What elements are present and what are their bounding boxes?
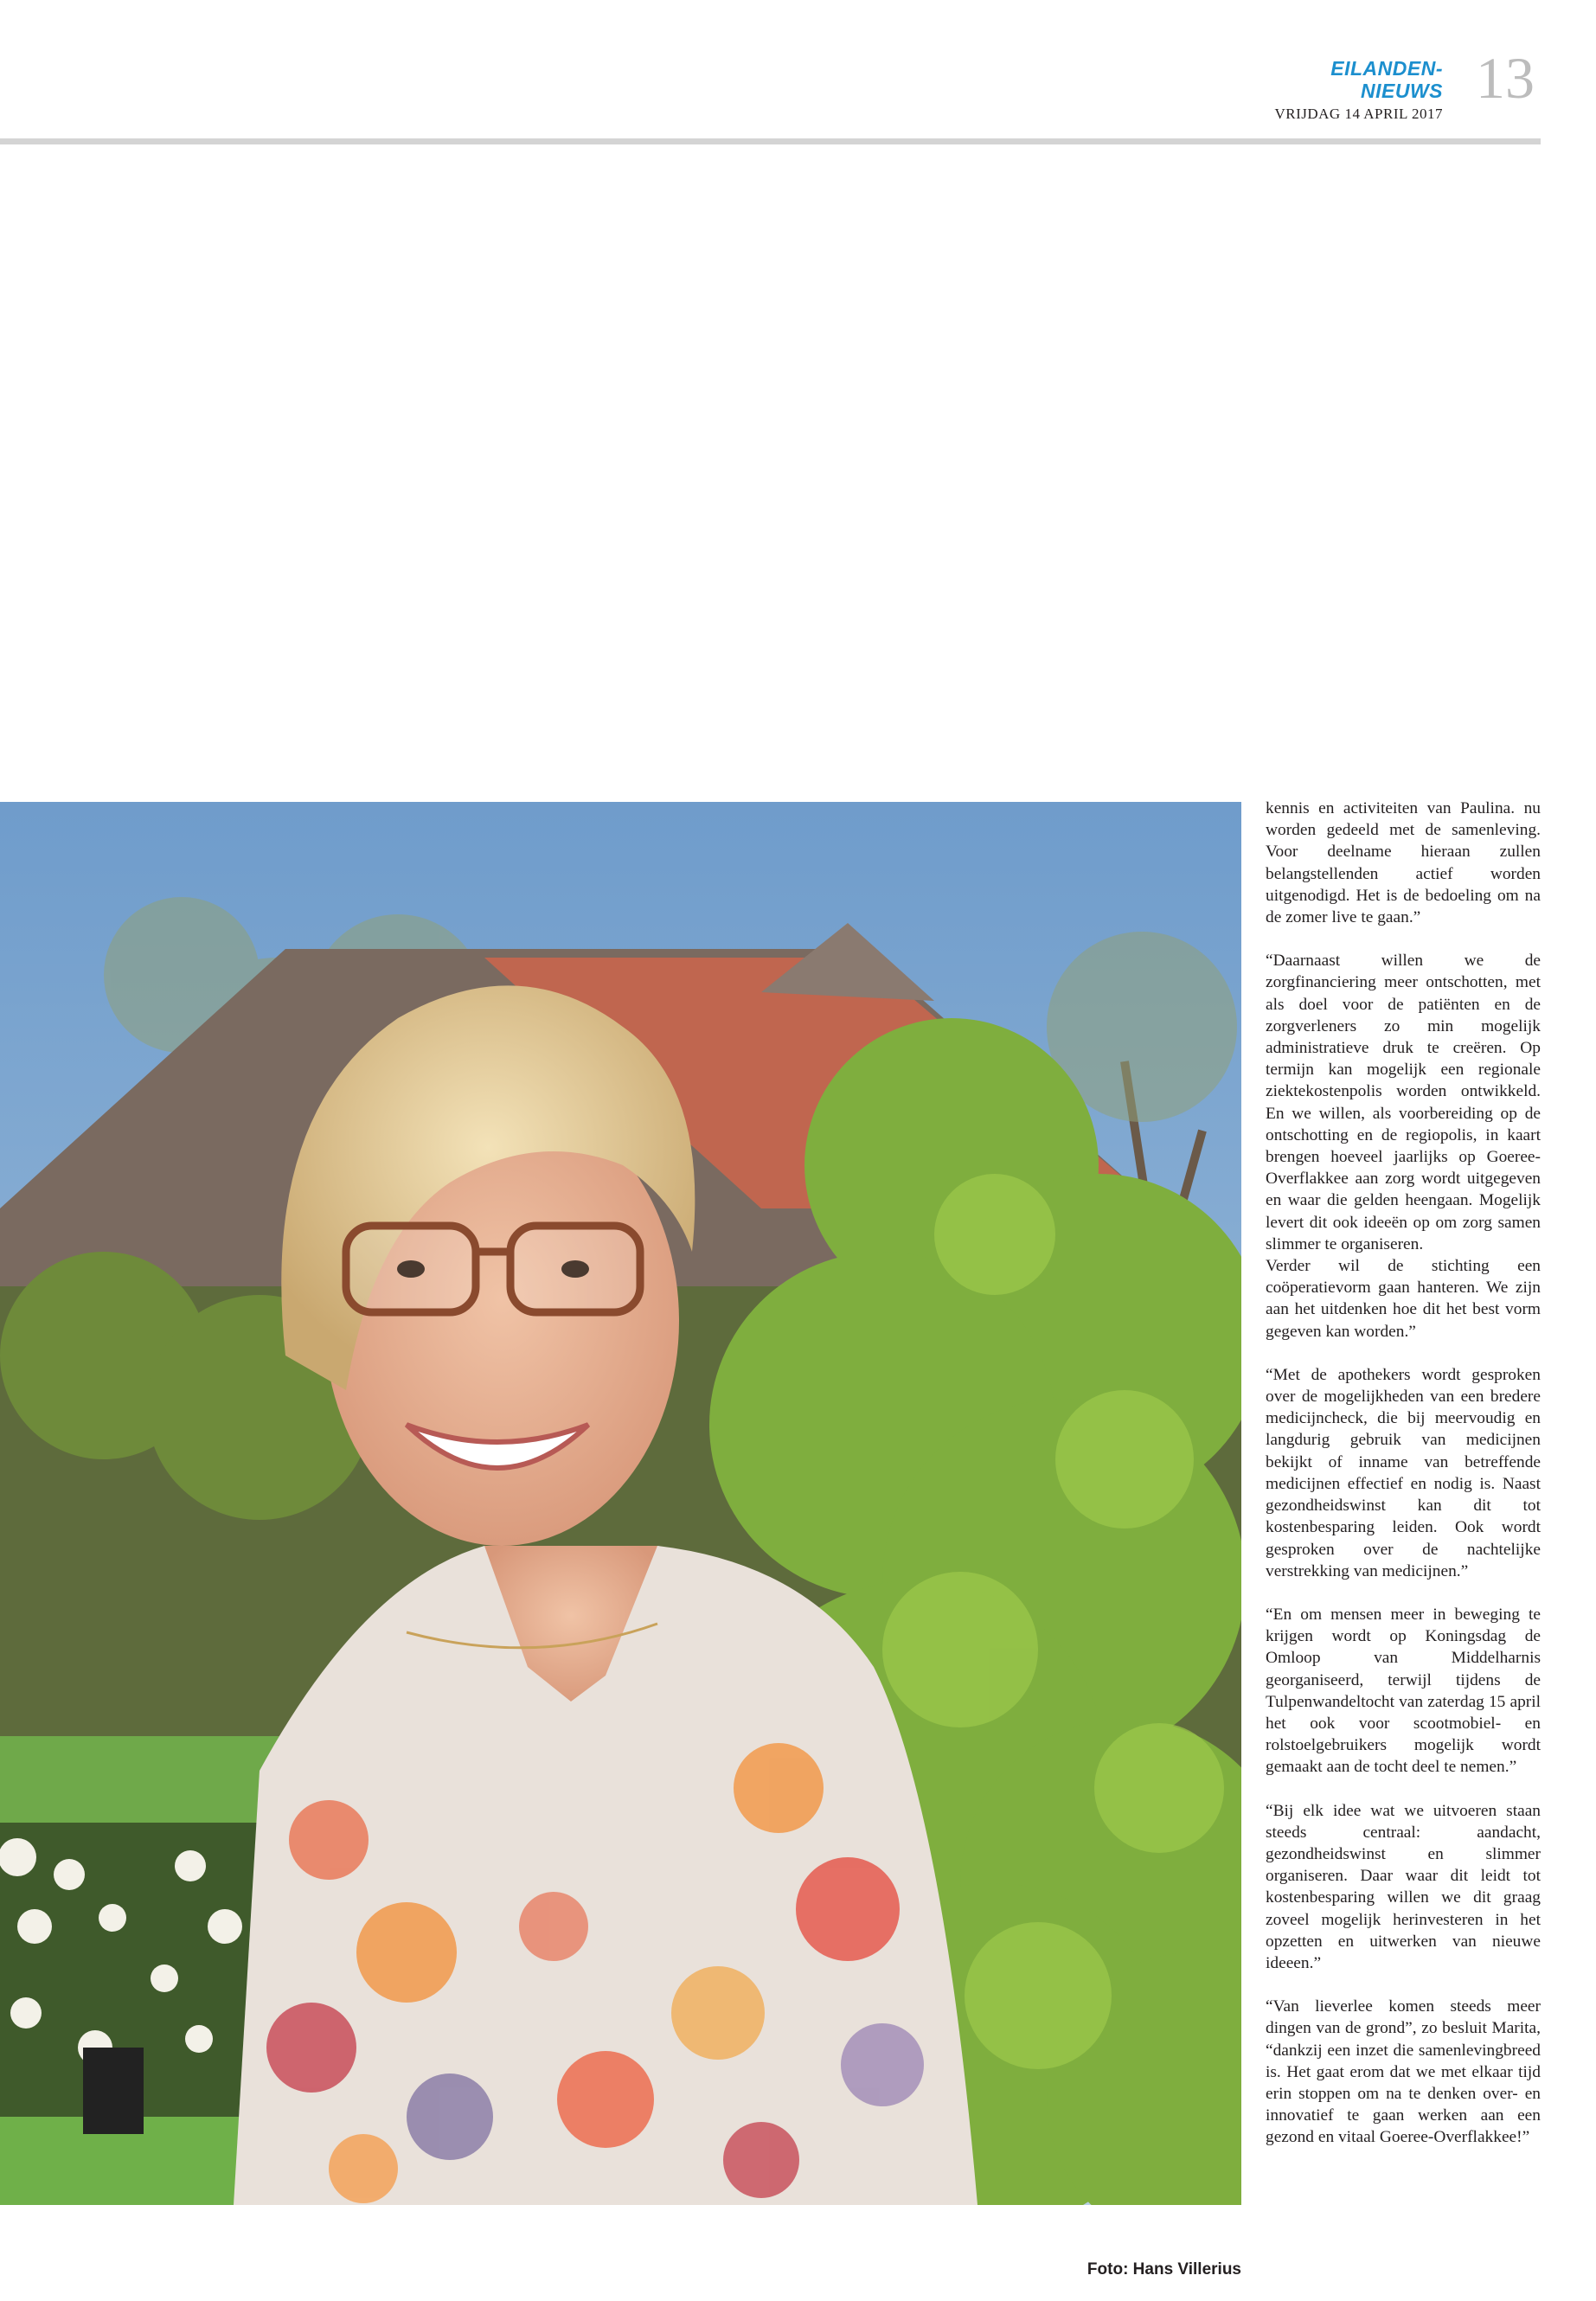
article-paragraph: “Daarnaast willen we de zorgfinanciering meer ontschotten, met als doel voor de patiënten en de zorgverleners zo min mogelijk administratieve druk te creëren. Op termijn kan mogelijk een regionale ziektekostenpolis worden ontwikkeld. En we willen, als voorbereiding op de ontschotting en de regiopolis, in kaart brengen hoeveel jaarlijks op Goeree-Overflakkee aan zorg wordt uitgegeven en waar die gelden heengaan. Mogelijk levert dit ook ideeën op om zorg samen slimmer te organiseren.: [1266, 952, 1541, 1253]
article-paragraph: “Bij elk idee wat we uitvoeren staan steeds centraal: aandacht, gezondheidswinst en slimmer organiseren. Daar waar dit leidt tot kostenbesparing willen we dit graag zoveel mogelijk herinvesteren in het opzetten en uitwerken van nieuwe ideeen.”: [1266, 1801, 1541, 1972]
article-column: [1266, 798, 1541, 2149]
photo-credit: Foto: Hans Villerius: [1086, 2260, 1241, 2279]
article-paragraph: “Van lieverlee komen steeds meer dingen van de grond”, zo besluit Marita, “dankzij een inzet die samenlevingbreed is. Het gaat erom dat we met elkaar tijd erin stoppen om na te denken over- en innovatief te gaan werken aan een gezond en vitaal Goeree-Overflakkee!”: [1266, 1997, 1541, 2147]
garden-lamp: [83, 2048, 144, 2134]
article-paragraph: Verder wil de stichting een coöperatievorm gaan hanteren. We zijn aan het uitdenken hoe dit het best vorm gegeven kan worden.”: [1266, 1257, 1541, 1341]
issue-date: VRIJDAG 14 APRIL 2017: [1274, 106, 1443, 122]
masthead: [1256, 57, 1443, 125]
article-paragraph: “Met de apothekers wordt gesproken over de mogelijkheden van een bredere medicijncheck, die bij meervoudig en langdurig gebruik van medicijnen bekijkt of inname van betreffende medicijnen effectief en nodig is. Naast gezondheidswinst kan dit tot kostenbesparing leiden. Ook wordt gesproken over de nachtelijke verstrekking van medicijnen.”: [1266, 1365, 1541, 1580]
portrait-illustration: [0, 802, 1241, 2205]
page-number: 13: [1476, 45, 1535, 111]
article-paragraph: kennis en activiteiten van Paulina. nu worden gedeeld met de samenleving. Voor deelname hieraan zullen belangstellenden actief worden uitgenodigd. Het is de bedoeling om na de zomer live te gaan.”: [1266, 799, 1541, 927]
article-paragraph: “En om mensen meer in beweging te krijgen wordt op Koningsdag de Omloop van Middelharnis georganiseerd, terwijl tijdens de Tulpenwandeltocht van zaterdag 15 april het ook voor scootmobiel- en rolstoelgebruikers mogelijk wordt gemaakt aan de tocht deel te nemen.”: [1266, 1605, 1541, 1777]
publication-logo: EILANDEN-NIEUWS: [1330, 57, 1443, 102]
header-divider: [0, 138, 1541, 144]
portrait-photo: [0, 802, 1241, 2205]
